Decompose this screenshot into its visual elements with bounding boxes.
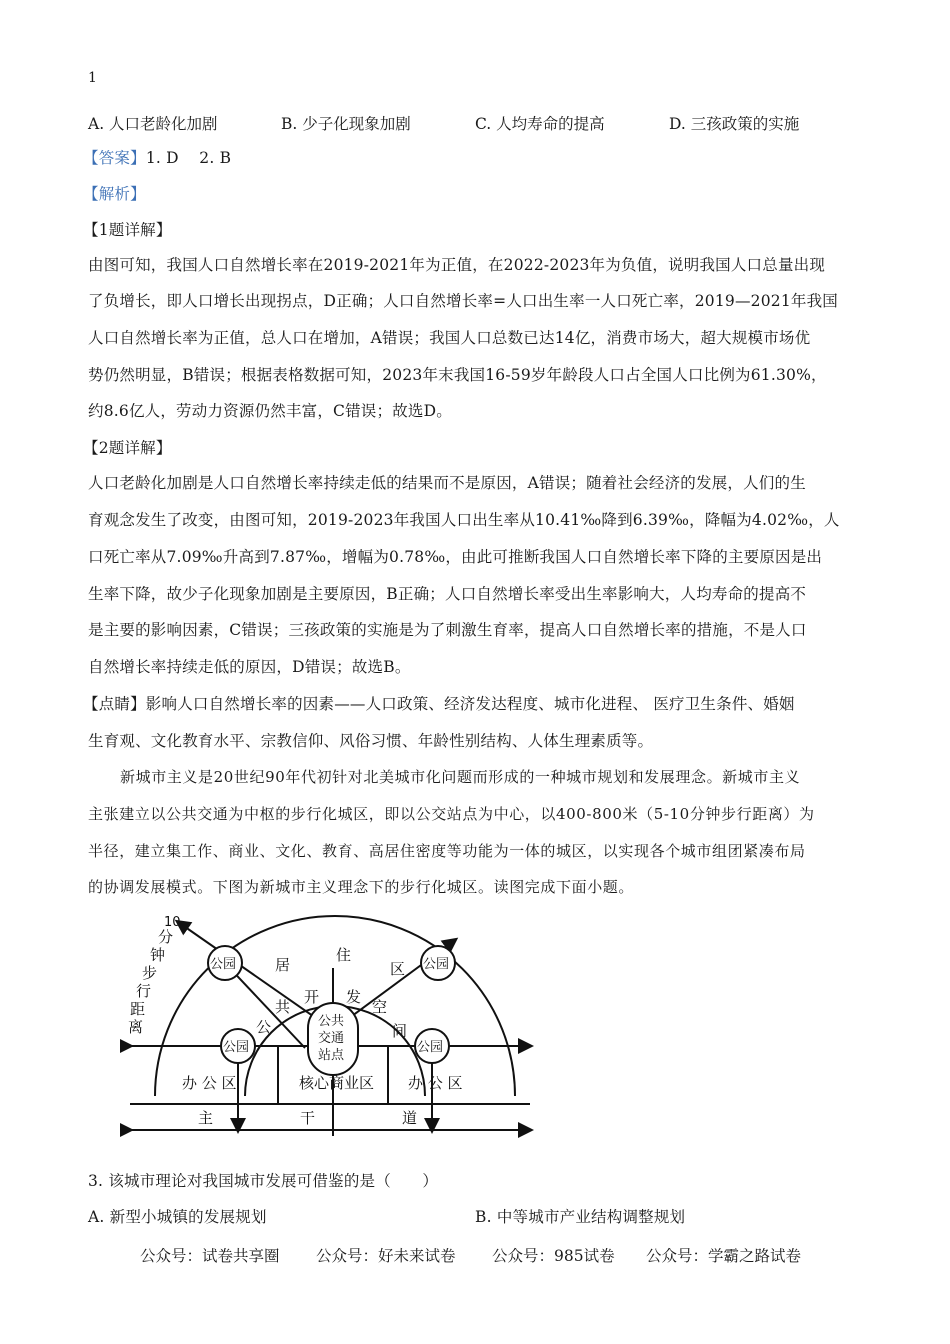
- q2-line: 自然增长率持续走低的原因，D错误；故选B。: [88, 658, 411, 676]
- station-label: 公共: [318, 1014, 345, 1029]
- walk-label: 行: [136, 982, 152, 1000]
- footer-item: 公众号：学霸之路试卷: [646, 1247, 802, 1265]
- q2-line: 口死亡率从7.09‰升高到7.87‰，增幅为0.78‰，由此可推断我国人口自然增长率下降的主要原因是出: [88, 548, 823, 566]
- option-b: B. 少子化现象加剧: [281, 115, 411, 133]
- passage-line: 的协调发展模式。下图为新城市主义理念下的步行化城区。读图完成下面小题。: [88, 878, 635, 896]
- open-space-label: 发: [346, 988, 362, 1006]
- q1-line: 约8.6亿人，劳动力资源仍然丰富，C错误；故选D。: [88, 402, 452, 420]
- park-label: 公园: [223, 1040, 250, 1055]
- station-label: 站点: [318, 1048, 345, 1063]
- walk-label: 离: [128, 1018, 144, 1036]
- q2-line: 人口老龄化加剧是人口自然增长率持续走低的结果而不是原因，A错误；随着社会经济的发展，人们的生: [88, 474, 806, 492]
- q2-line: 育观念发生了改变，由图可知，2019-2023年我国人口出生率从10.41‰降到6.39‰，降幅为4.02‰，人: [88, 511, 840, 529]
- option-d: D. 三孩政策的实施: [669, 115, 800, 133]
- open-space-label: 公: [256, 1018, 272, 1036]
- page-number: 1: [88, 70, 97, 86]
- q3-stem: 3. 该城市理论对我国城市发展可借鉴的是（ ）: [88, 1172, 439, 1190]
- station-label: 交通: [318, 1031, 345, 1046]
- open-space-label: 共: [275, 998, 291, 1016]
- passage-line: 主张建立以公共交通为中枢的步行化城区，即以公交站点为中心，以400-800米（5-10分钟步行距离）为: [88, 805, 815, 823]
- point-line: 【点睛】影响人口自然增长率的因素——人口政策、经济发达程度、城市化进程、 医疗卫生条件、婚姻: [83, 695, 795, 713]
- answer-label: 【答案】: [83, 149, 146, 167]
- office-right-label: 办 公 区: [408, 1074, 463, 1092]
- park-label: 公园: [210, 957, 237, 972]
- q1-detail-label: 【1题详解】: [83, 221, 172, 239]
- main-road-label: 道: [402, 1109, 418, 1127]
- q1-line: 势仍然明显，B错误；根据表格数据可知，2023年末我国16-59岁年龄段人口占全国人口比例为61.30%，: [88, 366, 827, 384]
- core-business-label: 核心商业区: [299, 1074, 375, 1092]
- q1-line: 由图可知，我国人口自然增长率在2019-2021年为正值，在2022-2023年为负值，说明我国人口总量出现: [88, 256, 826, 274]
- residential-label: 居: [275, 956, 291, 974]
- q2-line: 生率下降，故少子化现象加剧是主要原因，B正确；人口自然增长率受出生率影响大，人均寿命的提高不: [88, 585, 807, 603]
- option-c: C. 人均寿命的提高: [475, 115, 605, 133]
- point-line: 生育观、文化教育水平、宗教信仰、风俗习惯、年龄性别结构、人体生理素质等。: [88, 732, 654, 750]
- walk-label: 10: [164, 915, 181, 930]
- passage-line: 新城市主义是20世纪90年代初针对北美城市化问题而形成的一种城市规划和发展理念。新城市主义: [120, 768, 801, 786]
- analysis-label: 【解析】: [83, 185, 146, 203]
- walk-label: 分: [158, 928, 174, 946]
- walkable-district-diagram: [120, 908, 540, 1140]
- q1-line: 了负增长，即人口增长出现拐点，D正确；人口自然增长率=人口出生率一人口死亡率，2019—2021年我国: [88, 292, 839, 310]
- footer-item: 公众号：985试卷: [492, 1247, 615, 1265]
- option-a: A. 人口老龄化加剧: [88, 115, 218, 133]
- open-space-label: 间: [392, 1022, 408, 1040]
- walk-label: 距: [130, 1000, 146, 1018]
- q1-line: 人口自然增长率为正值，总人口在增加，A错误；我国人口总数已达14亿，消费市场大，超大规模市场优: [88, 329, 811, 347]
- footer-item: 公众号：试卷共享圈: [140, 1247, 280, 1265]
- footer-item: 公众号：好未来试卷: [316, 1247, 456, 1265]
- walk-label: 步: [142, 964, 158, 982]
- q3-option-a: A. 新型小城镇的发展规划: [88, 1208, 267, 1226]
- park-label: 公园: [417, 1040, 444, 1055]
- q2-detail-label: 【2题详解】: [83, 439, 172, 457]
- main-road-label: 主: [198, 1109, 214, 1127]
- passage-line: 半径，建立集工作、商业、文化、教育、高居住密度等功能为一体的城区，以实现各个城市组团紧凑布局: [88, 842, 806, 860]
- answer-line: [83, 146, 231, 168]
- office-left-label: 办 公 区: [182, 1074, 237, 1092]
- answer-text: 1. D 2. B: [145, 149, 232, 167]
- main-road-label: 干: [300, 1109, 316, 1127]
- park-label: 公园: [423, 957, 450, 972]
- residential-label: 区: [390, 960, 406, 978]
- open-space-label: 开: [304, 988, 320, 1006]
- open-space-label: 空: [372, 998, 388, 1016]
- residential-label: 住: [336, 946, 352, 964]
- walk-label: 钟: [150, 946, 166, 964]
- q2-line: 是主要的影响因素，C错误；三孩政策的实施是为了刺激生育率，提高人口自然增长率的措施，不是人口: [88, 621, 807, 639]
- q3-option-b: B. 中等城市产业结构调整规划: [475, 1208, 686, 1226]
